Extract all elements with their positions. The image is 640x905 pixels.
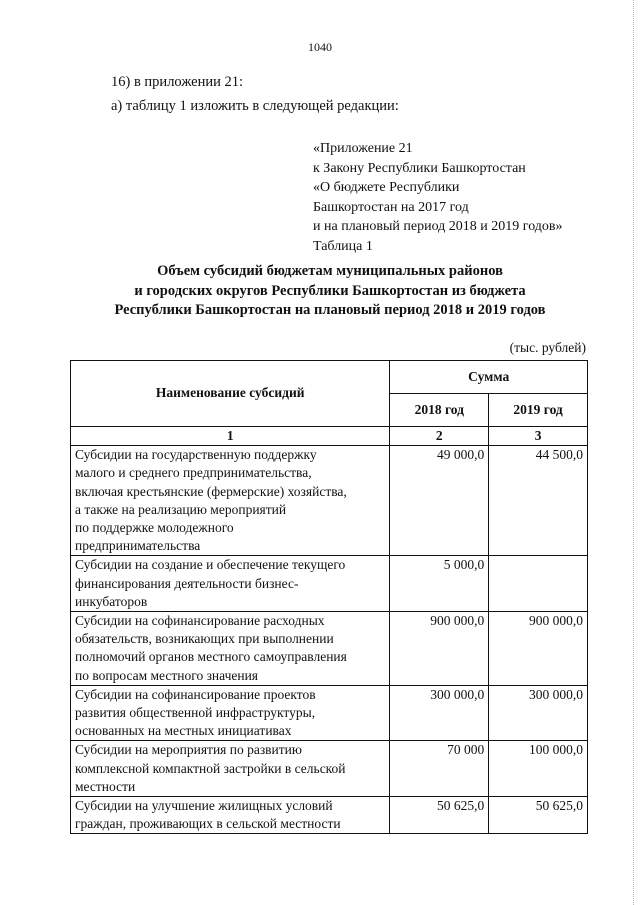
appendix-line: Башкортостан на 2017 год [313, 199, 469, 215]
subsidy-name [71, 741, 390, 797]
subsidy-name-line: основанных на местных инициативах [75, 723, 292, 739]
amount-2018: 900 000,0 [390, 612, 489, 686]
subsidy-name-line: комплексной компактной застройки в сельской [75, 760, 346, 776]
subsidy-name-line: по поддержке молодежного [75, 520, 234, 536]
table-title [70, 262, 590, 321]
scan-edge-divider [633, 0, 634, 905]
amount-2018: 49 000,0 [390, 446, 489, 556]
subsidy-name-line: граждан, проживающих в сельской местности [75, 816, 341, 832]
subsidy-name-line: Субсидии на государственную поддержку [75, 447, 317, 463]
amount-2019: 300 000,0 [489, 685, 588, 741]
subsidy-name-line: инкубаторов [75, 593, 148, 609]
subsidies-table [70, 360, 588, 834]
title-line: Объем субсидий бюджетам муниципальных районов [157, 263, 503, 279]
subsidy-name [71, 612, 390, 686]
table-row [71, 446, 588, 556]
appendix-header [313, 139, 563, 256]
appendix-line: и на плановый период 2018 и 2019 годов» [313, 219, 563, 234]
intro-line-1: 16) в приложении 21: [111, 74, 244, 90]
subsidy-name-line: а также на реализацию мероприятий [75, 501, 287, 517]
amount-2019: 50 625,0 [489, 797, 588, 834]
appendix-line: «О бюджете Республики [313, 180, 460, 195]
table-row [71, 797, 588, 834]
units-label: (тыс. рублей) [509, 340, 586, 355]
subsidy-name-line: финансирования деятельности бизнес- [75, 575, 299, 591]
appendix-line: Таблица 1 [313, 238, 373, 254]
page-number: 1040 [308, 40, 332, 54]
appendix-line: «Приложение 21 [313, 141, 413, 156]
column-number: 2 [390, 427, 489, 446]
header-sum: Сумма [390, 361, 588, 394]
subsidy-name [71, 556, 390, 612]
amount-2018: 300 000,0 [390, 685, 489, 741]
title-line: Республики Башкортостан на плановый период 2018 и 2019 годов [114, 302, 546, 318]
table-row [71, 685, 588, 741]
header-name: Наименование субсидий [71, 361, 390, 427]
subsidy-name-line: включая крестьянские (фермерские) хозяйства, [75, 483, 347, 499]
subsidy-name-line: обязательств, возникающих при выполнении [75, 631, 334, 647]
subsidy-name-line: Субсидии на улучшение жилищных условий [75, 798, 333, 814]
amount-2019: 100 000,0 [489, 741, 588, 797]
subsidy-name-line: местности [75, 778, 136, 794]
subsidy-name-line: развития общественной инфраструктуры, [75, 705, 316, 721]
subsidy-name [71, 685, 390, 741]
column-number: 3 [489, 427, 588, 446]
amount-2018: 5 000,0 [390, 556, 489, 612]
title-line: и городских округов Республики Башкортостан из бюджета [134, 282, 526, 299]
column-number-row [71, 427, 588, 446]
amount-2018: 70 000 [390, 741, 489, 797]
amount-2018: 50 625,0 [390, 797, 489, 834]
amount-2019: 900 000,0 [489, 612, 588, 686]
table-row [71, 556, 588, 612]
subsidy-name-line: Субсидии на создание и обеспечение текущего [75, 557, 346, 573]
table-row [71, 741, 588, 797]
table-row [71, 612, 588, 686]
subsidy-name [71, 797, 390, 834]
header-2019: 2019 год [489, 394, 588, 427]
amount-2019 [489, 556, 588, 612]
header-2018: 2018 год [390, 394, 489, 427]
subsidy-name-line: Субсидии на мероприятия по развитию [75, 742, 302, 758]
intro-line-2: а) таблицу 1 изложить в следующей редакции: [111, 98, 399, 114]
subsidy-name-line: Субсидии на софинансирование проектов [75, 686, 316, 702]
subsidy-name [71, 446, 390, 556]
subsidy-name-line: малого и среднего предпринимательства, [75, 465, 312, 481]
subsidy-name-line: Субсидии на софинансирование расходных [75, 613, 325, 629]
column-number: 1 [71, 427, 390, 446]
appendix-line: к Закону Республики Башкортостан [313, 160, 526, 176]
subsidy-name-line: по вопросам местного значения [75, 667, 259, 683]
amount-2019: 44 500,0 [489, 446, 588, 556]
subsidy-name-line: полномочий органов местного самоуправления [75, 649, 347, 665]
subsidy-name-line: предпринимательства [75, 538, 201, 554]
